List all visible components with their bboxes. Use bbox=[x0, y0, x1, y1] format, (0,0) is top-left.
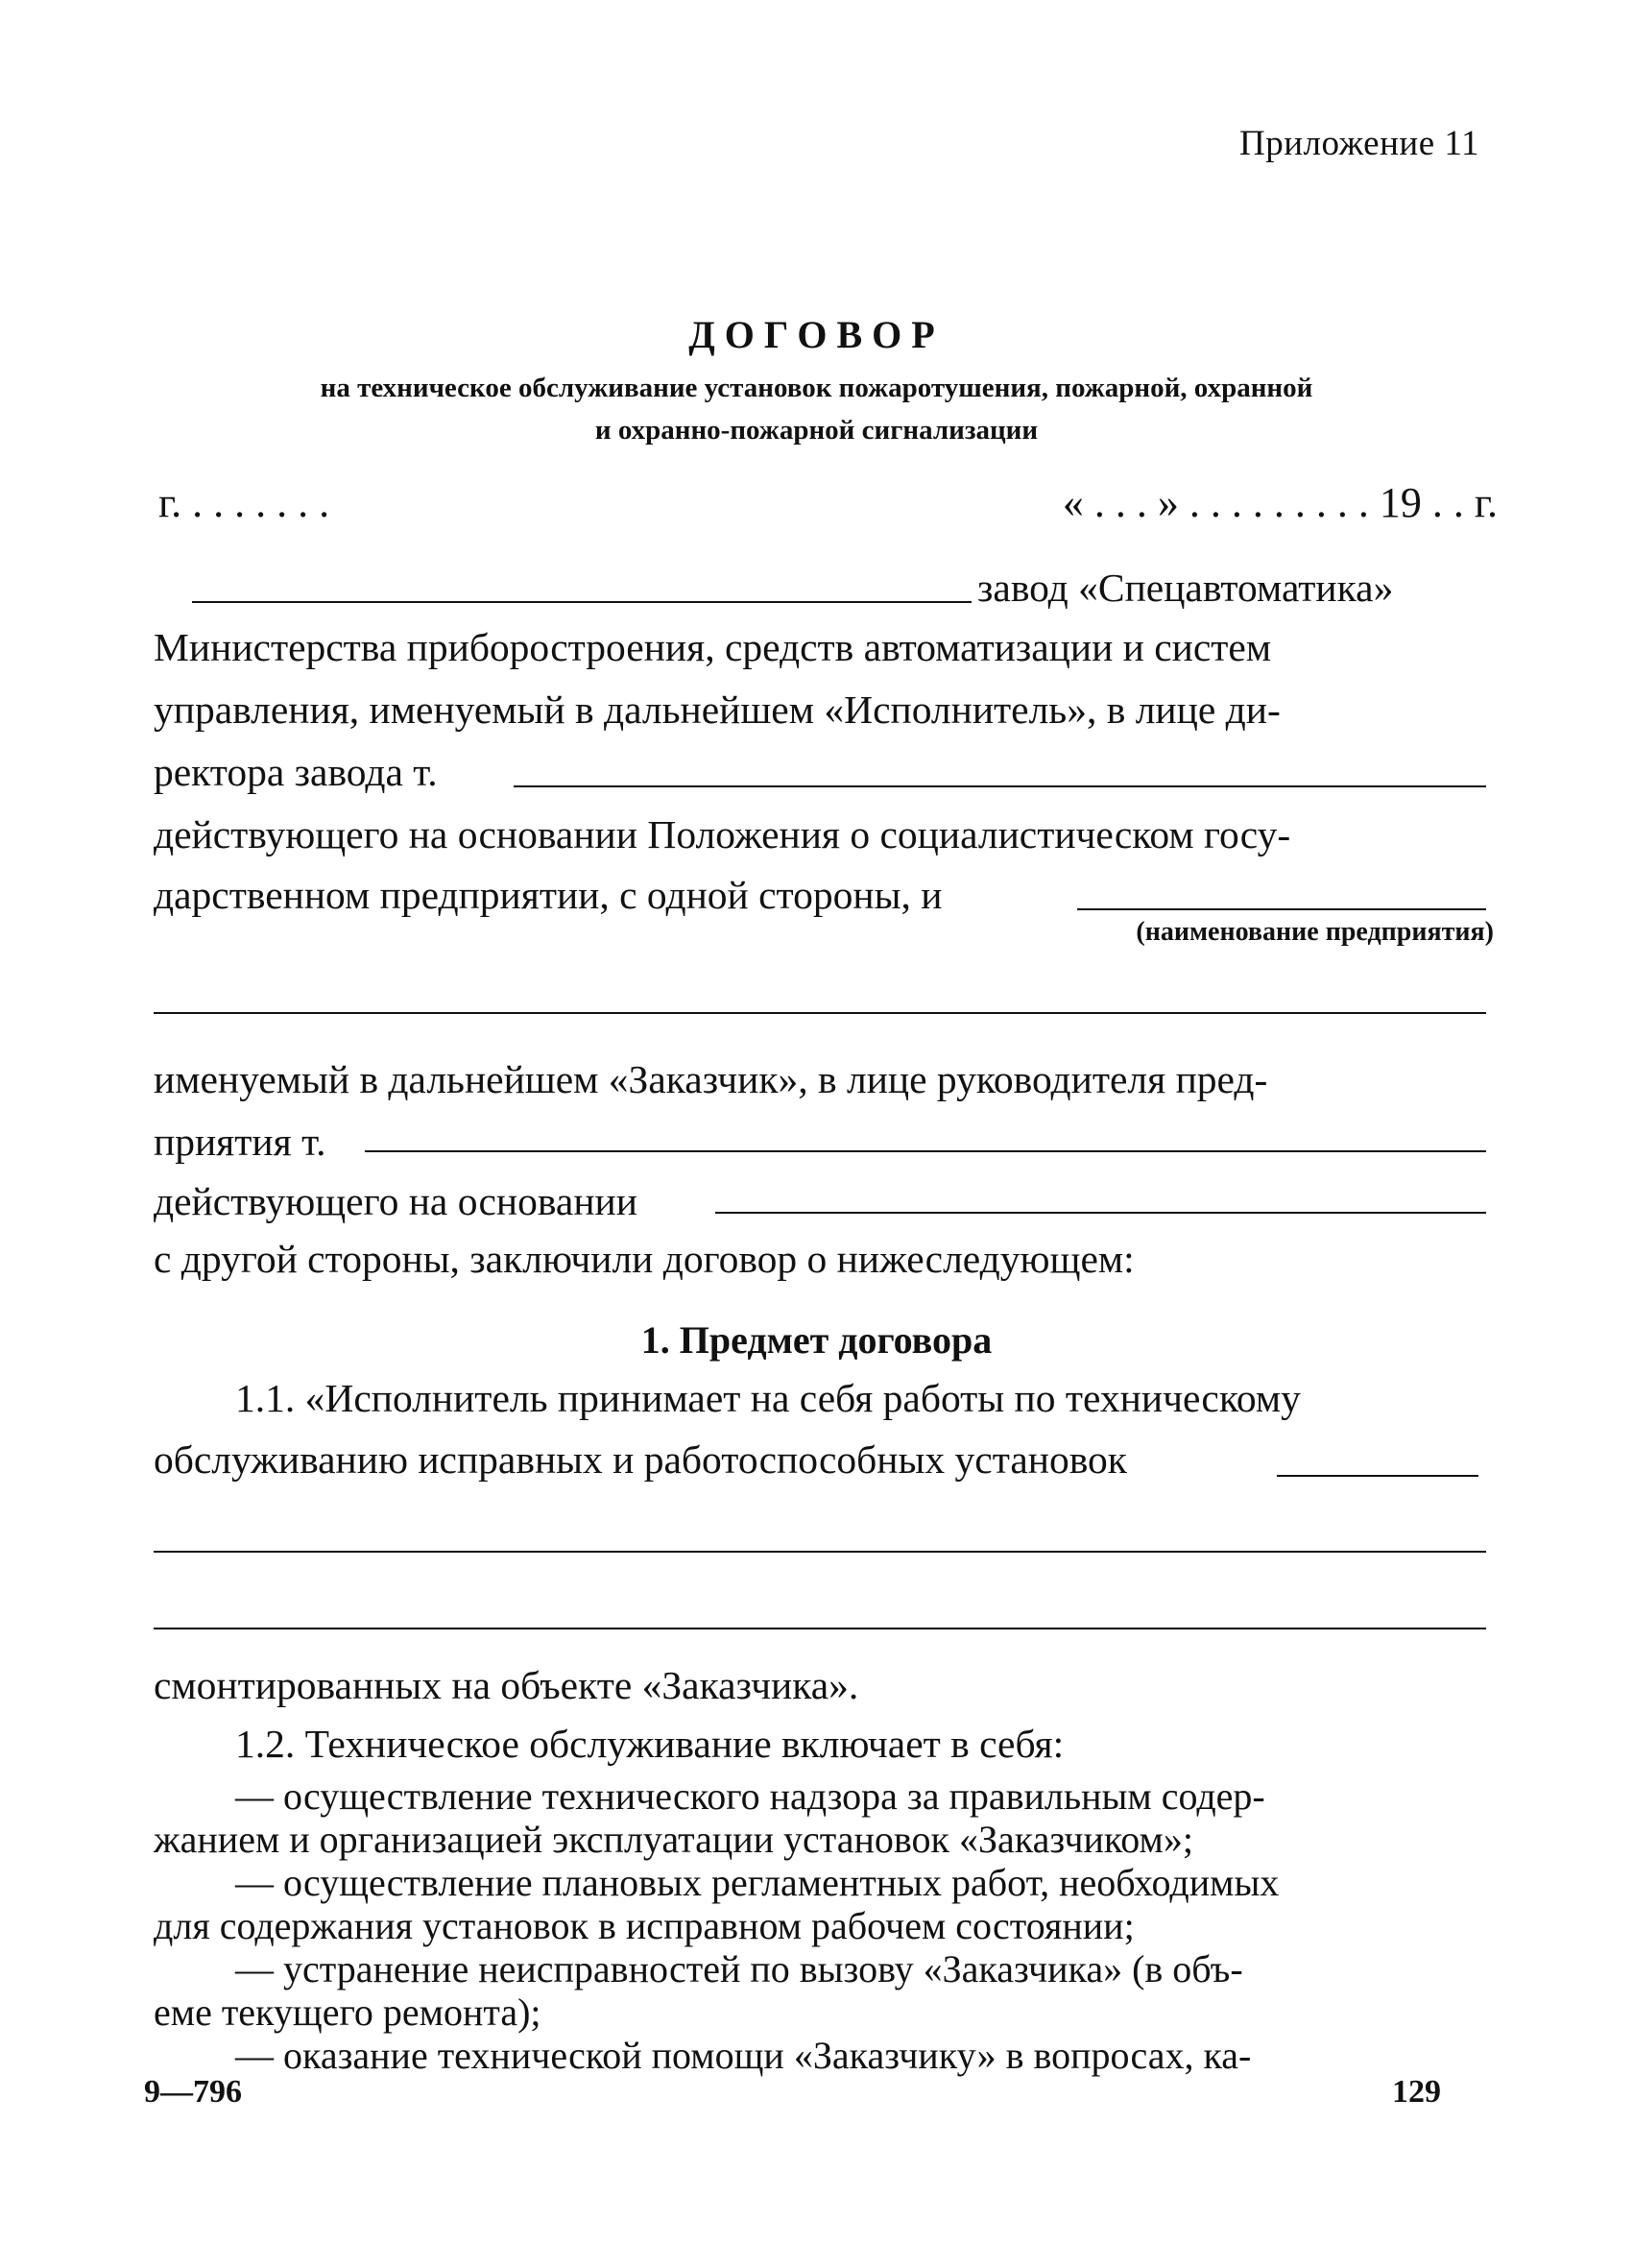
clause-1-1-line-2-text: обслуживанию исправных и работоспособных установок bbox=[154, 1437, 1127, 1482]
clause-1-2-line-6-text: — устранение неисправностей по вызову «Заказчика» (в объ- bbox=[235, 1947, 1243, 1991]
print-signature: 9—796 bbox=[144, 2074, 242, 2110]
fill-line-manager bbox=[365, 1150, 1486, 1152]
document-subtitle-line-1: на техническое обслуживание установок пожаротушения, пожарной, охранной bbox=[320, 373, 1313, 403]
clause-1-2-line-7 bbox=[154, 1991, 1493, 2035]
clause-1-1-line-1 bbox=[154, 1373, 1493, 1423]
clause-1-2-line-2 bbox=[154, 1774, 1493, 1819]
clause-1-2-line-3 bbox=[154, 1818, 1493, 1862]
intro-line-7 bbox=[154, 1054, 1493, 1104]
clause-1-2-line-1 bbox=[154, 1719, 1493, 1769]
clause-1-1-line-3 bbox=[154, 1660, 1493, 1710]
section-1-heading: 1. Предмет договора bbox=[640, 1318, 993, 1362]
intro-line-10 bbox=[154, 1234, 1493, 1284]
clause-1-1-line-1-text: 1.1. «Исполнитель принимает на себя работы по техническому bbox=[235, 1376, 1301, 1420]
intro-line-4-text: ректора завода т. bbox=[154, 750, 438, 794]
clause-1-2-line-3-text: жанием и организацией эксплуатации установок «Заказчиком»; bbox=[154, 1818, 1193, 1861]
document-title: ДОГОВОР bbox=[688, 313, 945, 356]
intro-line-8-text: приятия т. bbox=[154, 1120, 326, 1164]
fill-line-enterprise bbox=[1077, 908, 1486, 910]
intro-line-5 bbox=[154, 809, 1493, 859]
fill-line-installations-2 bbox=[154, 1551, 1486, 1553]
intro-line-9 bbox=[154, 1176, 1493, 1226]
intro-line-8 bbox=[154, 1117, 1493, 1167]
date-placeholder: « . . . » . . . . . . . . . 19 . . г. bbox=[1062, 479, 1498, 526]
clause-1-2-line-8 bbox=[154, 2034, 1483, 2078]
document-subtitle-line-2: и охранно-пожарной сигнализации bbox=[594, 415, 1039, 446]
clause-1-2-line-7-text: еме текущего ремонта); bbox=[154, 1991, 541, 2034]
intro-line-6 bbox=[154, 870, 1493, 920]
fill-line-director bbox=[514, 785, 1486, 787]
clause-1-2-line-6 bbox=[154, 1947, 1493, 1991]
clause-1-1-line-3-text: смонтированных на объекте «Заказчика». bbox=[154, 1663, 859, 1707]
clause-1-2-line-4 bbox=[154, 1861, 1493, 1905]
fill-line-plant-name bbox=[192, 601, 972, 603]
intro-line-5-text: действующего на основании Положения о социалистическом госу- bbox=[154, 812, 1291, 857]
fill-line-installations bbox=[1277, 1475, 1478, 1477]
clause-1-2-line-5 bbox=[154, 1904, 1493, 1948]
fill-line-installations-3 bbox=[154, 1628, 1486, 1629]
clause-1-2-line-2-text: — осуществление технического надзора за правильным содер- bbox=[235, 1774, 1265, 1818]
intro-line-2 bbox=[154, 622, 1493, 672]
fill-line-basis bbox=[715, 1212, 1486, 1214]
clause-1-2-line-8-text: — оказание технической помощи «Заказчику» в вопросах, ка- bbox=[235, 2034, 1252, 2077]
intro-line-6-text: дарственном предприятии, с одной стороны, и bbox=[154, 873, 943, 917]
intro-line-9-text: действующего на основании bbox=[154, 1179, 637, 1223]
page-number: 129 bbox=[1392, 2074, 1441, 2110]
clause-1-2-line-4-text: — осуществление плановых регламентных работ, необходимых bbox=[235, 1861, 1280, 1904]
clause-1-2-line-1-text: 1.2. Техническое обслуживание включает в себя: bbox=[235, 1722, 1065, 1766]
intro-line-4 bbox=[154, 747, 1493, 797]
clause-1-2-line-5-text: для содержания установок в исправном рабочем состоянии; bbox=[154, 1904, 1135, 1947]
appendix-label: Приложение 11 bbox=[1239, 124, 1479, 163]
intro-line-1: завод «Спецавтоматика» bbox=[977, 566, 1394, 610]
intro-line-3 bbox=[154, 685, 1493, 735]
intro-line-3-text: управления, именуемый в дальнейшем «Исполнитель», в лице ди- bbox=[154, 688, 1281, 732]
intro-line-2-text: Министерства приборостроения, средств автоматизации и систем bbox=[154, 625, 1272, 669]
clause-1-1-line-2 bbox=[154, 1435, 1493, 1484]
intro-line-10-text: с другой стороны, заключили договор о нижеследующем: bbox=[154, 1237, 1135, 1281]
fill-line-enterprise-continued bbox=[154, 1012, 1486, 1014]
enterprise-caption: (наименование предприятия) bbox=[1136, 917, 1494, 947]
date-line bbox=[158, 478, 1498, 527]
intro-line-7-text: именуемый в дальнейшем «Заказчик», в лице руководителя пред- bbox=[154, 1057, 1268, 1101]
city-placeholder: г. . . . . . . . bbox=[158, 479, 330, 526]
